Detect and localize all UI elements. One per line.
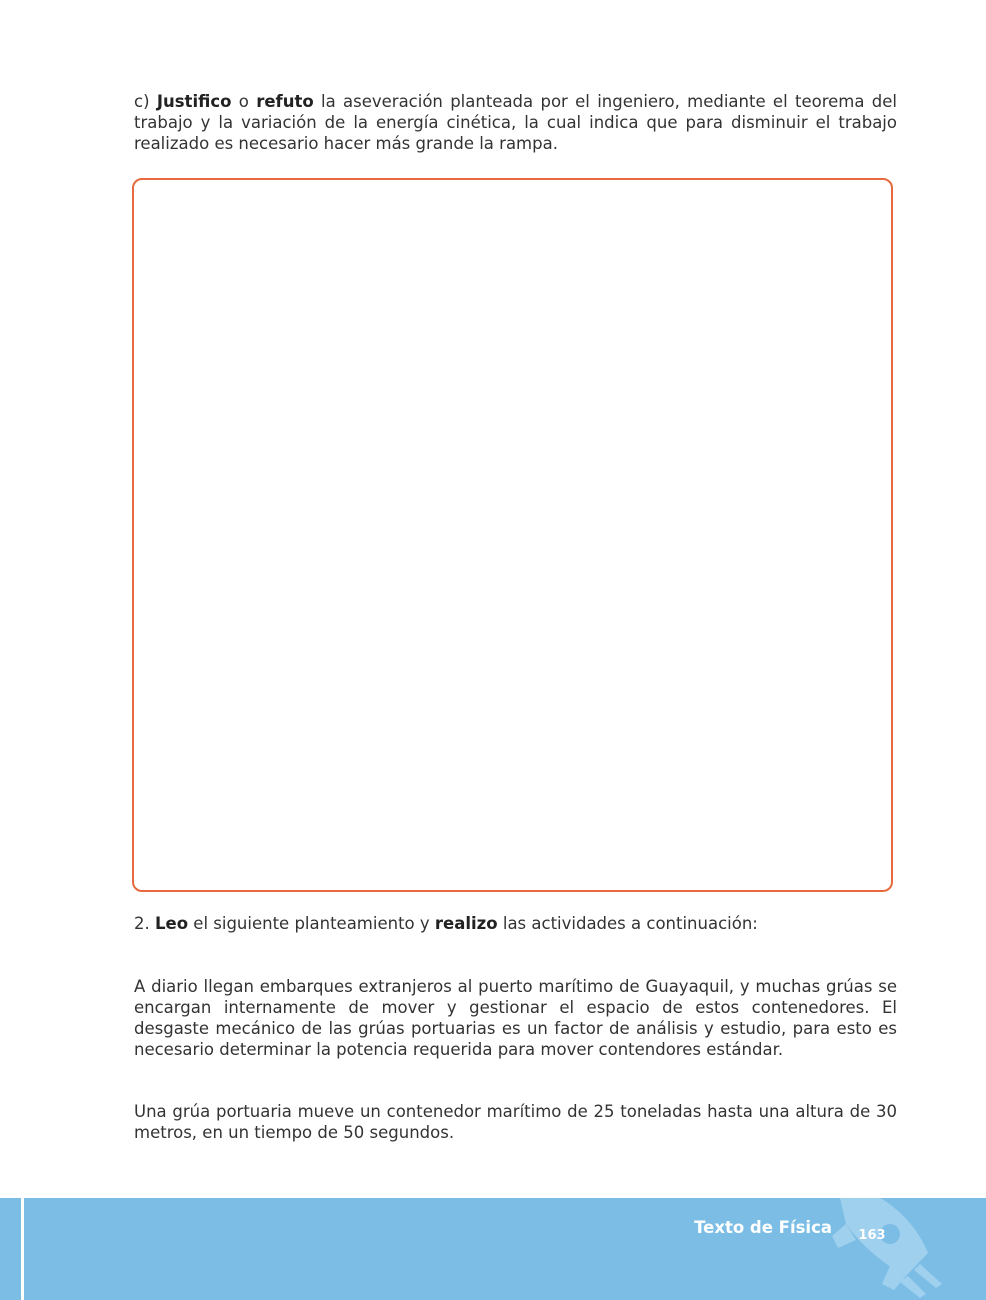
- page-footer: [0, 1198, 986, 1300]
- keyword-leo: Leo: [155, 914, 189, 933]
- keyword-justifico: Justifico: [156, 92, 232, 111]
- connector-text: el siguiente planteamiento y: [188, 914, 435, 933]
- activity-2-instruction: [134, 913, 897, 934]
- question-c-label: c): [134, 92, 157, 111]
- footer-divider: [21, 1198, 24, 1300]
- keyword-refuto: refuto: [256, 92, 314, 111]
- activity-2-body: las actividades a continuación:: [497, 914, 758, 933]
- page-number: 163: [858, 1228, 886, 1243]
- question-c-body: la aseveración planteada por el ingeniero, mediante el teorema del trabajo y la variación de la energía cinética, la cual indica que para disminuir el trabajo realizado es necesario hacer más grande la rampa.: [134, 92, 897, 153]
- footer-title: Texto de Física: [694, 1218, 832, 1237]
- question-c-text: [134, 91, 897, 154]
- answer-box[interactable]: [132, 178, 893, 892]
- problem-statement: Una grúa portuaria mueve un contenedor marítimo de 25 toneladas hasta una altura de 30 metros, en un tiempo de 50 segundos.: [134, 1102, 897, 1142]
- footer-margin: [0, 1198, 21, 1300]
- activity-2-number: 2.: [134, 914, 155, 933]
- connector-text: o: [231, 92, 257, 111]
- keyword-realizo: realizo: [434, 914, 498, 933]
- context-paragraph: A diario llegan embarques extranjeros al puerto marítimo de Guayaquil, y muchas grúas se encargan internamente de mover y gestionar el espacio de estos contenedores. El desgaste mecánico de las grúas portuarias es un factor de análisis y estudio, para esto es necesario determinar la potencia requerida para mover contendores estándar.: [134, 977, 897, 1059]
